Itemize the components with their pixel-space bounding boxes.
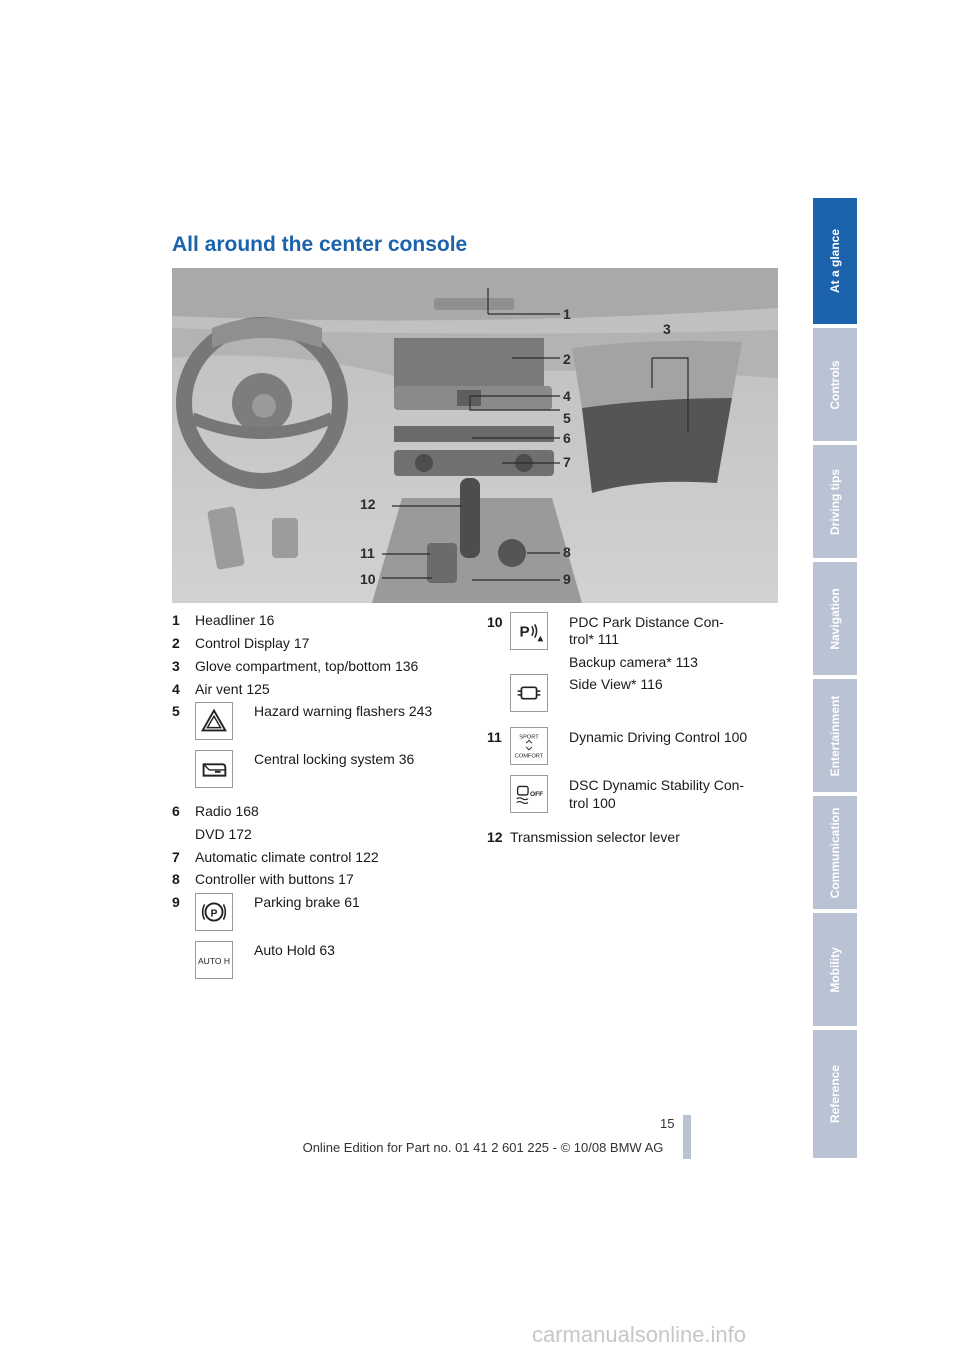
tab-reference[interactable]: Reference <box>813 1030 857 1158</box>
watermark: carmanualsonline.info <box>532 1322 747 1347</box>
parking-brake-icon <box>195 893 233 931</box>
callout-5: 5 <box>563 410 571 426</box>
callout-3: 3 <box>663 321 671 337</box>
item-number: 9 <box>172 894 180 910</box>
callout-6: 6 <box>563 430 571 446</box>
tab-mobility[interactable]: Mobility <box>813 913 857 1026</box>
item-label: Backup camera* 113 <box>569 654 698 670</box>
callout-10: 10 <box>360 571 376 587</box>
callout-8: 8 <box>563 544 571 560</box>
item-label: Radio 168 <box>195 803 259 819</box>
pdc-icon <box>510 612 548 650</box>
auto-hold-icon <box>195 941 233 979</box>
item-number: 8 <box>172 871 180 887</box>
tab-communication[interactable]: Communication <box>813 796 857 909</box>
item-number: 5 <box>172 703 180 719</box>
page-title: All around the center console <box>172 233 468 256</box>
item-label: Central locking system 36 <box>254 751 415 767</box>
item-label-cont: trol 100 <box>569 795 616 811</box>
sport-label: SPORT <box>519 734 539 741</box>
callout-12: 12 <box>360 496 376 512</box>
item-label: Dynamic Driving Control 100 <box>569 729 748 745</box>
svg-text:P: P <box>519 623 530 641</box>
item-number: 7 <box>172 849 180 865</box>
item-label-cont: trol* 111 <box>569 631 620 647</box>
tab-controls[interactable]: Controls <box>813 328 857 441</box>
item-number: 12 <box>487 829 503 845</box>
item-label: DSC Dynamic Stability Con- <box>569 777 745 793</box>
callout-9: 9 <box>563 571 571 587</box>
dsc-off-icon <box>510 775 548 813</box>
door-lock-icon <box>195 750 233 788</box>
tab-driving-tips[interactable]: Driving tips <box>813 445 857 558</box>
footer-text: Online Edition for Part no. 01 41 2 601 225 - © 10/08 BMW AG <box>302 1140 664 1155</box>
item-label: Control Display 17 <box>195 635 310 651</box>
item-label: Side View* 116 <box>569 676 663 692</box>
item-number: 4 <box>172 681 180 697</box>
item-label: Automatic climate control 122 <box>195 849 379 865</box>
item-label: Auto Hold 63 <box>254 942 335 958</box>
item-label: Hazard warning flashers 243 <box>254 703 433 719</box>
tab-at-a-glance[interactable]: At a glance <box>813 198 857 324</box>
sport-comfort-icon <box>510 727 548 765</box>
item-label: Controller with buttons 17 <box>195 871 354 887</box>
item-number: 6 <box>172 803 180 819</box>
item-label: Headliner 16 <box>195 612 275 628</box>
callout-1: 1 <box>563 306 571 322</box>
callout-11: 11 <box>360 545 375 561</box>
tab-navigation[interactable]: Navigation <box>813 562 857 675</box>
off-label: OFF <box>529 790 544 798</box>
item-label: Air vent 125 <box>195 681 270 697</box>
side-view-camera-icon <box>510 674 548 712</box>
callout-7: 7 <box>563 454 571 470</box>
page-number: 15 <box>660 1116 675 1131</box>
callout-4: 4 <box>563 388 571 404</box>
item-label: Transmission selector lever <box>510 829 680 845</box>
item-number: 10 <box>487 614 503 630</box>
item-number: 3 <box>172 658 180 674</box>
svg-text:P: P <box>210 908 218 920</box>
callout-2: 2 <box>563 351 571 367</box>
item-label: DVD 172 <box>195 826 252 842</box>
center-console-photo <box>172 268 778 603</box>
item-number: 11 <box>487 729 502 745</box>
item-label: Parking brake 61 <box>254 894 360 910</box>
comfort-label: COMFORT <box>514 753 544 760</box>
item-label: PDC Park Distance Con- <box>569 614 724 630</box>
tab-entertainment[interactable]: Entertainment <box>813 679 857 792</box>
item-number: 2 <box>172 635 180 651</box>
svg-text:AUTO H: AUTO H <box>197 955 231 966</box>
footer <box>0 1140 960 1155</box>
item-label: Glove compartment, top/bottom 136 <box>195 658 419 674</box>
hazard-triangle-icon <box>195 702 233 740</box>
item-number: 1 <box>172 612 180 628</box>
